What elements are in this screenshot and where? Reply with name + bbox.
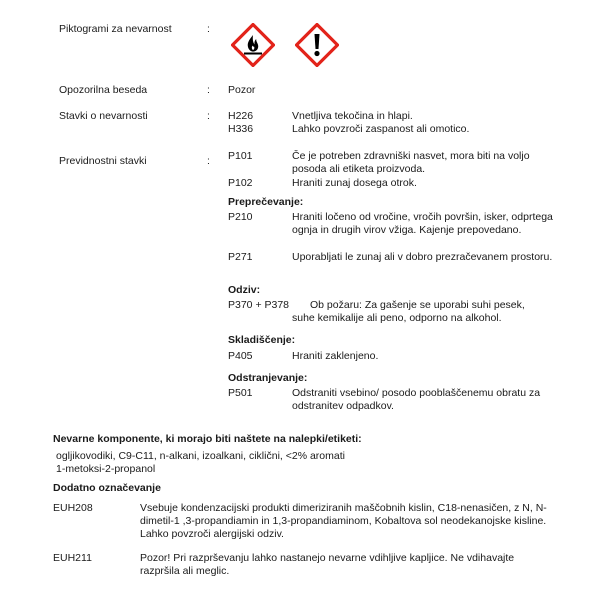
components-line: ogljikovodiki, C9-C11, n-alkani, izoalkani, ciklični, <2% aromati <box>56 450 345 462</box>
colon: : <box>207 110 210 122</box>
euh-code: EUH211 <box>53 552 92 564</box>
additional-heading: Dodatno označevanje <box>53 482 161 494</box>
label-hazard-statements: Stavki o nevarnosti <box>59 110 148 122</box>
hazard-text: Vnetljiva tekočina in hlapi. <box>292 110 413 122</box>
precaution-code: P101 <box>228 150 253 162</box>
hazard-code: H336 <box>228 123 254 135</box>
prevention-heading: Preprečevanje: <box>228 196 304 208</box>
response-heading: Odziv: <box>228 284 261 296</box>
precaution-code: P405 <box>228 350 253 362</box>
storage-heading: Skladiščenje: <box>228 334 296 346</box>
precaution-text: Če je potreben zdravniški nasvet, mora biti na voljo posoda ali etiketa proizvoda. <box>292 150 530 175</box>
exclamation-icon <box>295 23 339 67</box>
disposal-heading: Odstranjevanje: <box>228 372 308 384</box>
precaution-text: Ob požaru: Za gašenje se uporabi suhi pesek, <box>310 299 525 311</box>
precaution-code: P271 <box>228 251 253 263</box>
exclamation-pictogram <box>295 23 339 67</box>
precaution-text: Hraniti zunaj dosega otrok. <box>292 177 417 189</box>
euh-code: EUH208 <box>53 502 93 514</box>
colon: : <box>207 84 210 96</box>
flame-pictogram <box>231 23 275 67</box>
precaution-text: suhe kemikalije ali peno, odporno na alkohol. <box>292 312 502 324</box>
colon: : <box>207 23 210 35</box>
components-heading: Nevarne komponente, ki morajo biti naštete na nalepki/etiketi: <box>53 433 362 445</box>
hazard-code: H226 <box>228 110 254 122</box>
signal-word-value: Pozor <box>228 84 256 96</box>
precaution-code: P210 <box>228 211 253 223</box>
label-signal-word: Opozorilna beseda <box>59 84 148 96</box>
label-precautionary-statements: Previdnostni stavki <box>59 155 147 167</box>
precaution-text: Hraniti ločeno od vročine, vročih površin, isker, odprtega ognja in drugih virov vžiga. Kajenje prepovedano. <box>292 211 553 236</box>
euh-text: Pozor! Pri razprševanju lahko nastanejo nevarne vdihljive kapljice. Ne vdihavajte razpršila ali meglic. <box>140 552 515 577</box>
euh-text: Vsebuje kondenzacijski produkti dimeriziranih maščobnih kislin, C18-nenasičen, z N, N-dimetil-1 ,3-propandiamin in 1,3-propandiaminom, Kobaltova sol neodekanojske kisline. Lahko povzroči alergijski odziv. <box>140 502 547 540</box>
precaution-text: Hraniti zaklenjeno. <box>292 350 379 362</box>
precaution-code: P501 <box>228 387 253 399</box>
precaution-text: Uporabljati le zunaj ali v dobro prezračevanem prostoru. <box>292 251 553 263</box>
precaution-code: P370 + P378 <box>228 299 290 311</box>
precaution-text: Odstraniti vsebino/ posodo pooblaščenemu obratu za odstranitev odpadkov. <box>292 387 541 412</box>
flame-icon <box>231 23 275 67</box>
colon: : <box>207 155 210 167</box>
components-line: 1-metoksi-2-propanol <box>56 463 156 475</box>
precaution-code: P102 <box>228 177 253 189</box>
label-pictograms: Piktogrami za nevarnost <box>59 23 172 35</box>
hazard-text: Lahko povzroči zaspanost ali omotico. <box>292 123 470 135</box>
